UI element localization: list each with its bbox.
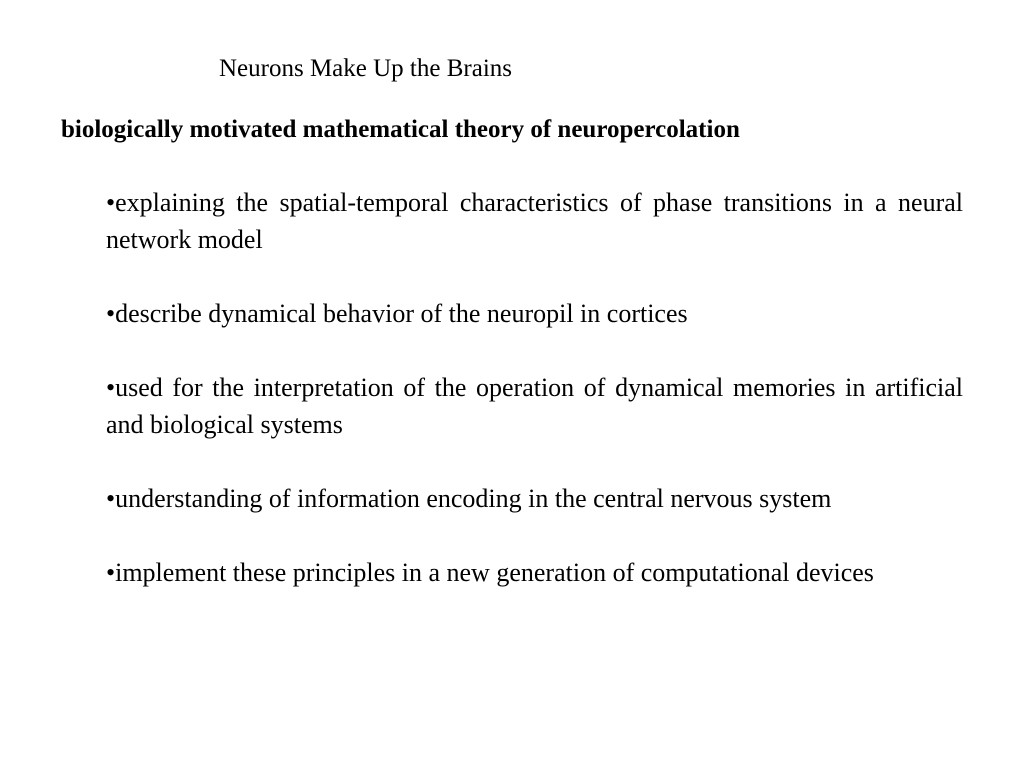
bullet-marker: • <box>106 188 116 217</box>
bullet-marker: • <box>106 484 116 513</box>
bullet-item <box>106 295 963 332</box>
bullet-item <box>106 554 963 591</box>
bullet-marker: • <box>106 558 116 587</box>
bullet-marker: • <box>106 299 116 328</box>
bullet-text: describe dynamical behavior of the neuropil in cortices <box>115 299 688 328</box>
bullet-text: explaining the spatial-temporal characteristics of phase transitions in a neural network model <box>106 188 963 254</box>
bullet-marker: • <box>106 373 116 402</box>
bullet-list <box>106 184 963 591</box>
bullet-item <box>106 369 963 443</box>
bullet-item <box>106 480 963 517</box>
bullet-text: understanding of information encoding in the central nervous system <box>115 484 832 513</box>
bullet-text: used for the interpretation of the operation of dynamical memories in artificial and biological systems <box>106 373 963 439</box>
slide-title: Neurons Make Up the Brains <box>219 55 512 82</box>
bullet-item <box>106 184 963 258</box>
bullet-text: implement these principles in a new generation of computational devices <box>115 558 874 587</box>
slide-subtitle: biologically motivated mathematical theory of neuropercolation <box>61 116 740 143</box>
